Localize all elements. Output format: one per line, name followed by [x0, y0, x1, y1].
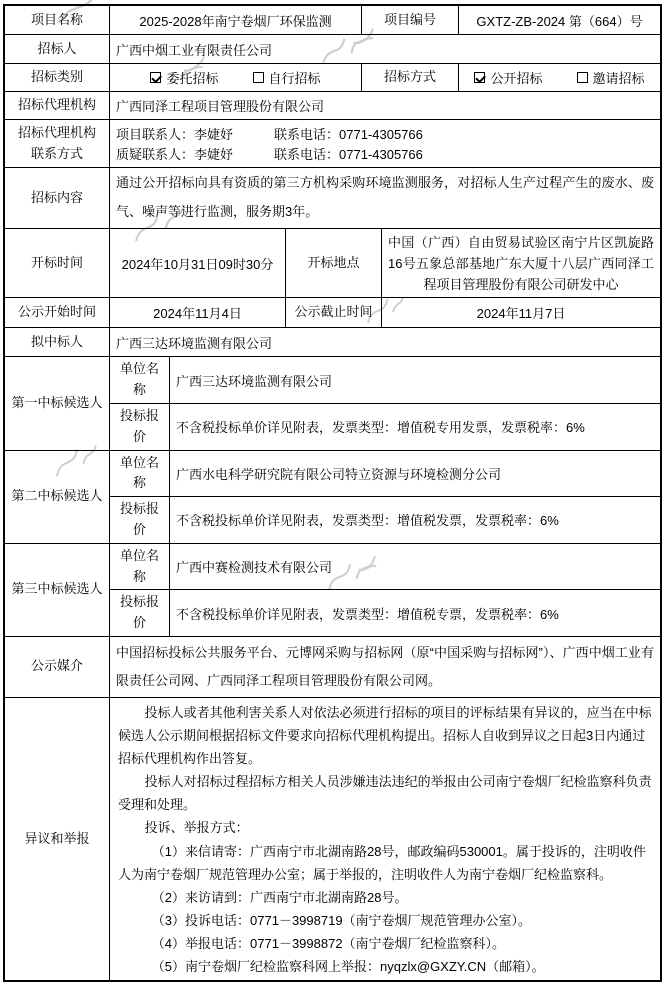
project-no-value: GXTZ-ZB-2024 第（664）号: [476, 13, 643, 29]
objection-item: （4）举报电话：0771－3998872（南宁卷烟厂纪检监察科）。: [151, 936, 506, 952]
checkbox-checked-icon: [150, 72, 161, 83]
candidate-3-details: [110, 544, 660, 636]
candidate-1-details: [110, 357, 660, 449]
method-option-label: 公开招标: [490, 71, 543, 86]
objection-item: （3）投诉电话：0771－3998719（南宁卷烟厂规范管理办公室）。: [151, 912, 532, 928]
category-option-delegated: [150, 68, 218, 87]
checkbox-checked-icon: [474, 72, 485, 83]
method-option-label: 邀请招标: [592, 71, 645, 86]
row-content: [5, 168, 660, 229]
candidate-3-label: 第三中标候选人: [5, 544, 110, 636]
objection-paragraph: 投诉、举报方式：: [144, 820, 249, 836]
row-project: [5, 6, 660, 35]
media-value: 中国招标投标公共服务平台、元博网采购与招标网（原“中国采购与招标网”）、广西中烟工业有限责任公司网、广西同泽工程项目管理股份有限公司网。: [116, 644, 654, 688]
objection-item: （2）来访请到：广西南宁市北湖南路28号。: [151, 889, 408, 905]
row-proposed-winner: [5, 328, 660, 357]
open-time-label: 开标时间: [5, 229, 110, 297]
candidate-row: [110, 357, 660, 404]
agency-label: 招标代理机构: [5, 92, 110, 119]
objection-item: （1）来信请寄：广西南宁市北湖南路28号，邮政编码530001。属于投诉的，注明收件人为南宁卷烟厂规范管理办公室；属于举报的，注明收件人为南宁卷烟厂纪检监察科。: [118, 843, 646, 882]
checkbox-unchecked-icon: [577, 72, 588, 83]
tender-result-table: [3, 4, 662, 982]
agency-contact-value: [110, 120, 660, 167]
contact-person: 项目联系人：李婕妤: [116, 127, 234, 143]
media-label: 公示媒介: [5, 637, 110, 697]
unit-name-label: 单位名称: [110, 451, 170, 497]
category-label: 招标类别: [5, 64, 110, 91]
open-time-value: 2024年10月31日09时30分: [110, 229, 286, 297]
unit-name-value: 广西水电科学研究院有限公司特立资源与环境检测分公司: [176, 466, 502, 482]
bid-price-label: 投标报价: [110, 404, 170, 450]
row-media: [5, 637, 660, 698]
unit-name-value: 广西三达环境监测有限公司: [176, 373, 333, 389]
content-label: 招标内容: [5, 168, 110, 228]
contact-phone: 联系电话：0771-4305766: [274, 146, 423, 162]
contact-phone: 联系电话：0771-4305766: [274, 127, 423, 143]
tenderer-value: 广西中烟工业有限责任公司: [116, 42, 273, 58]
contact-person: 质疑联系人：李婕妤: [116, 146, 234, 162]
category-options: [110, 64, 362, 91]
publicity-end-value: 2024年11月7日: [476, 306, 566, 322]
bid-price-value: 不含税投标单价详见附表，发票类型：增值税发票，发票税率：6%: [176, 513, 559, 529]
contact-line: [116, 124, 654, 143]
unit-name-label: 单位名称: [110, 544, 170, 590]
candidate-row: [110, 451, 660, 498]
bid-price-label: 投标报价: [110, 590, 170, 636]
bid-price-value: 不含税投标单价详见附表，发票类型：增值税专用发票，发票税率：6%: [176, 420, 585, 436]
candidate-row: [110, 590, 660, 636]
bid-price-label: 投标报价: [110, 497, 170, 543]
agency-contact-label: 招标代理机构 联系方式: [5, 120, 110, 167]
open-place-value: 中国（广西）自由贸易试验区南宁片区凯旋路16号五象总部基地广东大厦十八层广西同泽工程项目管理股份有限公司研发中心: [388, 235, 654, 293]
proposed-winner-label: 拟中标人: [5, 328, 110, 356]
category-option-label: 委托招标: [166, 71, 219, 86]
project-name-label: 项目名称: [5, 6, 110, 34]
objection-item: （5）南宁卷烟厂纪检监察科网上举报：nyqzlx@GXZY.CN（邮箱）。: [151, 959, 545, 975]
proposed-winner-value: 广西三达环境监测有限公司: [116, 335, 273, 351]
project-name-value: 2025-2028年南宁卷烟厂环保监测: [110, 6, 362, 34]
row-candidate-1: [5, 357, 660, 450]
objection-paragraph: 投标人或者其他利害关系人对依法必须进行招标的项目的评标结果有异议的，应当在中标候选人公示期间根据招标文件要求向招标代理机构提出。招标人自收到异议之日起3日内通过招标代理机构作出答复。: [118, 704, 652, 767]
unit-name-value: 广西中赛检测技术有限公司: [176, 560, 333, 575]
contact-line: [116, 144, 654, 163]
objection-label: 异议和举报: [5, 698, 110, 981]
open-place-label: 开标地点: [286, 229, 382, 297]
objection-paragraph: 投标人对招标过程招标方相关人员涉嫌违法违纪的举报由公司南宁卷烟厂纪检监察科负责受理和处理。: [118, 774, 652, 813]
agency-value: 广西同泽工程项目管理股份有限公司: [116, 99, 325, 114]
row-opening: [5, 229, 660, 298]
tenderer-label: 招标人: [5, 35, 110, 63]
row-candidate-2: [5, 451, 660, 544]
checkbox-unchecked-icon: [253, 72, 264, 83]
category-option-label: 自行招标: [268, 71, 321, 86]
candidate-1-label: 第一中标候选人: [5, 357, 110, 449]
category-option-self: [253, 68, 321, 87]
method-label: 招标方式: [362, 64, 459, 91]
candidate-row: [110, 544, 660, 591]
method-option-open: [474, 68, 542, 87]
candidate-row: [110, 404, 660, 450]
row-tenderer: [5, 35, 660, 64]
row-candidate-3: [5, 544, 660, 637]
row-objection: [5, 698, 660, 981]
candidate-row: [110, 497, 660, 543]
row-agency: [5, 92, 660, 120]
row-publicity: [5, 298, 660, 328]
project-no-label: 项目编号: [362, 6, 459, 34]
publicity-end-label: 公示截止时间: [286, 298, 382, 327]
row-tender-type: [5, 64, 660, 92]
row-agency-contact: [5, 120, 660, 168]
content-value: 通过公开招标向具有资质的第三方机构采购环境监测服务，对招标人生产过程产生的废水、废气、噪声等进行监测，服务期3年。: [116, 175, 654, 219]
method-options: [459, 64, 660, 91]
unit-name-label: 单位名称: [110, 357, 170, 403]
objection-value: [110, 698, 660, 981]
bid-price-value: 不含税投标单价详见附表，发票类型：增值税专票，发票税率：6%: [176, 606, 559, 622]
publicity-start-label: 公示开始时间: [5, 298, 110, 327]
candidate-2-details: [110, 451, 660, 543]
method-option-invite: [577, 68, 645, 87]
publicity-start-value: 2024年11月4日: [110, 298, 286, 327]
candidate-2-label: 第二中标候选人: [5, 451, 110, 543]
